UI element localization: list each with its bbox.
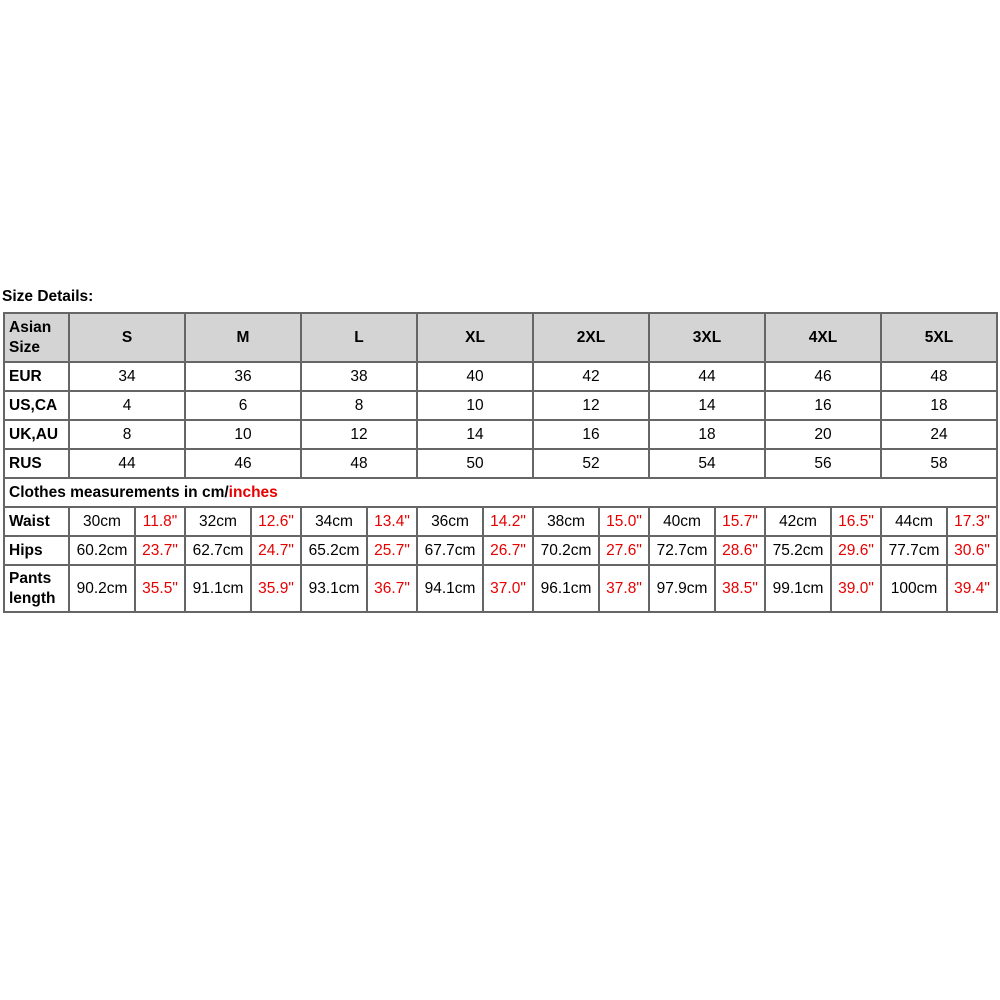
inch-value-cell: 27.6": [599, 536, 649, 565]
asian-size-header: [4, 313, 69, 362]
size-value-cell: 10: [417, 391, 533, 420]
size-value-cell: 16: [765, 391, 881, 420]
row-label: UK,AU: [4, 420, 69, 449]
size-value-cell: 38: [301, 362, 417, 391]
size-header-3xl: 3XL: [649, 313, 765, 362]
inch-value-cell: 37.0": [483, 565, 533, 612]
inch-value-cell: 38.5": [715, 565, 765, 612]
size-header-s: S: [69, 313, 185, 362]
size-header-xl: XL: [417, 313, 533, 362]
cm-value-cell: 75.2cm: [765, 536, 831, 565]
inch-value-cell: 30.6": [947, 536, 997, 565]
measurement-row: [4, 536, 997, 565]
size-value-cell: 4: [69, 391, 185, 420]
inch-value-cell: 13.4": [367, 507, 417, 536]
size-value-cell: 42: [533, 362, 649, 391]
inch-value-cell: 15.7": [715, 507, 765, 536]
size-value-cell: 44: [649, 362, 765, 391]
row-label: RUS: [4, 449, 69, 478]
inch-value-cell: 37.8": [599, 565, 649, 612]
inch-value-cell: 29.6": [831, 536, 881, 565]
size-value-cell: 12: [533, 391, 649, 420]
cm-value-cell: 42cm: [765, 507, 831, 536]
size-value-cell: 18: [649, 420, 765, 449]
measurements-section-label: [4, 478, 997, 507]
section-label-inches: inches: [228, 483, 278, 501]
cm-value-cell: 62.7cm: [185, 536, 251, 565]
page-title: Size Details:: [2, 288, 94, 305]
cm-value-cell: 67.7cm: [417, 536, 483, 565]
asian-size-label-line1: Asian: [9, 318, 52, 336]
cm-value-cell: 40cm: [649, 507, 715, 536]
measurement-row: [4, 565, 997, 612]
cm-value-cell: 94.1cm: [417, 565, 483, 612]
header-row: [4, 313, 997, 362]
size-value-cell: 12: [301, 420, 417, 449]
size-value-cell: 14: [417, 420, 533, 449]
inch-value-cell: 17.3": [947, 507, 997, 536]
measurement-label: [4, 565, 69, 612]
measurements-section-row: [4, 478, 997, 507]
inch-value-cell: 35.9": [251, 565, 301, 612]
size-value-cell: 10: [185, 420, 301, 449]
size-value-cell: 6: [185, 391, 301, 420]
size-header-4xl: 4XL: [765, 313, 881, 362]
cm-value-cell: 90.2cm: [69, 565, 135, 612]
inch-value-cell: 36.7": [367, 565, 417, 612]
size-header-m: M: [185, 313, 301, 362]
row-label: EUR: [4, 362, 69, 391]
conversion-row: [4, 420, 997, 449]
inch-value-cell: 28.6": [715, 536, 765, 565]
inch-value-cell: 39.4": [947, 565, 997, 612]
size-value-cell: 54: [649, 449, 765, 478]
cm-value-cell: 100cm: [881, 565, 947, 612]
size-value-cell: 16: [533, 420, 649, 449]
cm-value-cell: 72.7cm: [649, 536, 715, 565]
inch-value-cell: 39.0": [831, 565, 881, 612]
asian-size-label-line2: Size: [9, 338, 41, 356]
inch-value-cell: 16.5": [831, 507, 881, 536]
inch-value-cell: 23.7": [135, 536, 185, 565]
cm-value-cell: 99.1cm: [765, 565, 831, 612]
row-label: US,CA: [4, 391, 69, 420]
inch-value-cell: 25.7": [367, 536, 417, 565]
measurement-label-line1: Pants: [9, 569, 52, 587]
size-chart-table: [3, 312, 998, 613]
cm-value-cell: 70.2cm: [533, 536, 599, 565]
cm-value-cell: 93.1cm: [301, 565, 367, 612]
size-header-5xl: 5XL: [881, 313, 997, 362]
cm-value-cell: 30cm: [69, 507, 135, 536]
size-value-cell: 44: [69, 449, 185, 478]
cm-value-cell: 44cm: [881, 507, 947, 536]
inch-value-cell: 12.6": [251, 507, 301, 536]
cm-value-cell: 77.7cm: [881, 536, 947, 565]
size-value-cell: 46: [765, 362, 881, 391]
size-value-cell: 48: [301, 449, 417, 478]
measurement-row: [4, 507, 997, 536]
size-value-cell: 56: [765, 449, 881, 478]
size-value-cell: 50: [417, 449, 533, 478]
size-value-cell: 58: [881, 449, 997, 478]
cm-value-cell: 38cm: [533, 507, 599, 536]
cm-value-cell: 91.1cm: [185, 565, 251, 612]
cm-value-cell: 96.1cm: [533, 565, 599, 612]
size-value-cell: 48: [881, 362, 997, 391]
size-value-cell: 36: [185, 362, 301, 391]
size-value-cell: 24: [881, 420, 997, 449]
cm-value-cell: 65.2cm: [301, 536, 367, 565]
measurement-label: Hips: [4, 536, 69, 565]
inch-value-cell: 35.5": [135, 565, 185, 612]
cm-value-cell: 97.9cm: [649, 565, 715, 612]
section-label-prefix: Clothes measurements in cm/: [9, 483, 229, 501]
cm-value-cell: 60.2cm: [69, 536, 135, 565]
size-value-cell: 52: [533, 449, 649, 478]
size-value-cell: 18: [881, 391, 997, 420]
size-value-cell: 8: [301, 391, 417, 420]
inch-value-cell: 15.0": [599, 507, 649, 536]
inch-value-cell: 24.7": [251, 536, 301, 565]
inch-value-cell: 26.7": [483, 536, 533, 565]
inch-value-cell: 14.2": [483, 507, 533, 536]
cm-value-cell: 32cm: [185, 507, 251, 536]
size-value-cell: 34: [69, 362, 185, 391]
cm-value-cell: 36cm: [417, 507, 483, 536]
size-value-cell: 20: [765, 420, 881, 449]
size-value-cell: 8: [69, 420, 185, 449]
measurement-label-line2: length: [9, 589, 56, 607]
size-header-l: L: [301, 313, 417, 362]
measurement-label: Waist: [4, 507, 69, 536]
conversion-row: [4, 391, 997, 420]
inch-value-cell: 11.8": [135, 507, 185, 536]
conversion-row: [4, 449, 997, 478]
size-value-cell: 40: [417, 362, 533, 391]
cm-value-cell: 34cm: [301, 507, 367, 536]
size-value-cell: 14: [649, 391, 765, 420]
conversion-row: [4, 362, 997, 391]
size-value-cell: 46: [185, 449, 301, 478]
size-header-2xl: 2XL: [533, 313, 649, 362]
